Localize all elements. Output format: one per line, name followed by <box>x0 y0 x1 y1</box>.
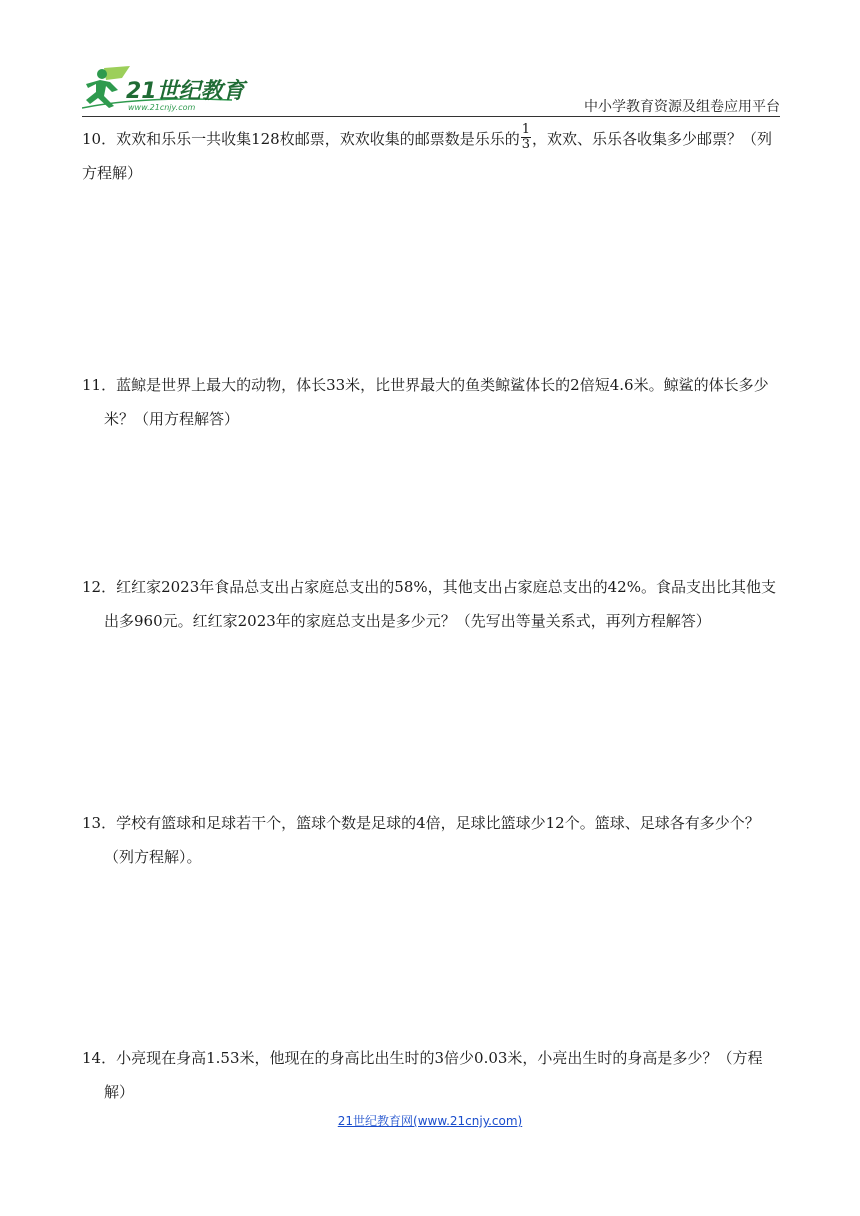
question-text: 红红家2023年食品总支出占家庭总支出的58%，其他支出占家庭总支出的42%。食品支出比其他支 <box>116 578 776 596</box>
question-text-line2: 米？（用方程解答） <box>104 410 240 428</box>
fraction-numerator: 1 <box>521 121 531 137</box>
question-text: 学校有篮球和足球若干个，篮球个数是足球的4倍，足球比篮球少12个。篮球、足球各有多少个？ <box>116 814 760 832</box>
page-footer <box>0 1112 860 1129</box>
fraction <box>521 123 531 152</box>
question-number: 14． <box>82 1049 117 1067</box>
fraction-denominator: 3 <box>521 136 531 152</box>
logo <box>82 66 272 112</box>
question-13 <box>82 806 782 874</box>
question-number: 11． <box>82 376 117 394</box>
page-header <box>82 66 780 116</box>
question-text-cont: ，欢欢、乐乐各收集多少邮票？（列 <box>532 130 773 148</box>
header-divider <box>82 116 780 117</box>
question-text: 小亮现在身高1.53米，他现在的身高比出生时的3倍少0.03米，小亮出生时的身高是多少？（方程 <box>116 1049 763 1067</box>
question-text-line2: 出多960元。红红家2023年的家庭总支出是多少元？（先写出等量关系式，再列方程解答） <box>104 612 711 630</box>
question-text: 蓝鲸是世界上最大的动物，体长33米，比世界最大的鱼类鲸鲨体长的2倍短4.6米。鲸鲨的体长多少 <box>116 376 769 394</box>
question-number: 12． <box>82 578 117 596</box>
question-number: 10． <box>82 130 117 148</box>
question-12 <box>82 570 782 638</box>
question-14 <box>82 1041 782 1109</box>
question-number: 13． <box>82 814 117 832</box>
logo-url: www.21cnjy.com <box>128 103 196 112</box>
question-text-line2: 解） <box>104 1083 135 1101</box>
question-text-line2: （列方程解）。 <box>104 848 202 866</box>
question-text: 欢欢和乐乐一共收集128枚邮票，欢欢收集的邮票数是乐乐的 <box>116 130 520 148</box>
platform-name: 中小学教育资源及组卷应用平台 <box>584 99 780 115</box>
question-10 <box>82 122 782 190</box>
logo-text: 21世纪教育 <box>126 79 245 104</box>
footer-link[interactable]: 21世纪教育网(www.21cnjy.com) <box>337 1114 523 1128</box>
question-11 <box>82 368 782 436</box>
question-text-line2: 方程解） <box>82 164 143 182</box>
